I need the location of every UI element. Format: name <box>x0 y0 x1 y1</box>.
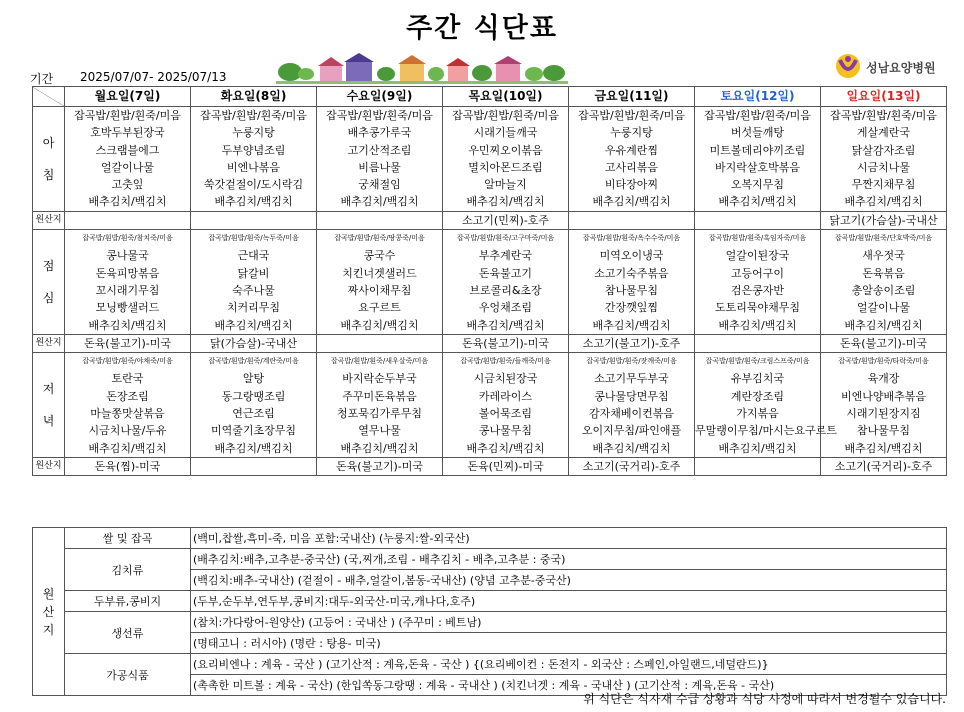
origin-side-label: 원 산 지 <box>33 528 65 696</box>
lunch-item: 치커리무침 <box>226 301 281 315</box>
breakfast-item: 잡곡밥/흰밥/흰죽/미음 <box>830 109 937 122</box>
lunch-origin-day-6: 돈육(불고기)-미국 <box>821 334 947 352</box>
dinner-origin-day-2: 돈육(불고기)-미국 <box>317 457 443 475</box>
dinner-cell-day-0 <box>65 353 191 458</box>
dinner-item: 시래기된장지짐 <box>846 407 921 421</box>
period-range: 2025/07/07- 2025/07/13 <box>80 70 227 84</box>
breakfast-item: 우유계란찜 <box>604 143 659 157</box>
logo-mark-icon <box>834 52 862 80</box>
day-header-thu: 목요일(10일) <box>443 87 569 107</box>
breakfast-origin-day-2 <box>317 211 443 229</box>
breakfast-item: 배추김치/백김치 <box>466 195 545 209</box>
breakfast-cell-day-2 <box>317 107 443 212</box>
breakfast-item: 비엔나볶음 <box>226 160 281 174</box>
dinner-item: 토란국 <box>111 372 144 386</box>
origin-info-row <box>33 612 947 633</box>
lunch-item: 검은콩자반 <box>730 283 785 297</box>
origin-category: 가공식품 <box>65 654 191 696</box>
dinner-item: 카레라이스 <box>478 389 533 403</box>
dinner-item: 볼어묵조림 <box>478 407 533 421</box>
dinner-origin-day-0: 돈육(찜)-미국 <box>65 457 191 475</box>
breakfast-item: 무짠지채무침 <box>851 178 916 192</box>
weekly-menu-table <box>32 86 947 476</box>
lunch-item: 콩국수 <box>363 249 396 263</box>
dinner-item: 알탕 <box>242 372 265 386</box>
dinner-cell-day-5 <box>695 353 837 458</box>
dinner-origin-day-6: 소고기(국거리)-호주 <box>821 457 947 475</box>
breakfast-cell-day-6 <box>821 107 947 212</box>
breakfast-item: 비름나물 <box>358 160 401 174</box>
breakfast-item: 우민찌오이볶음 <box>468 143 543 157</box>
dinner-cell-day-4 <box>569 353 695 458</box>
origin-category: 생선류 <box>65 612 191 654</box>
lunch-item: 닭갈비 <box>237 266 270 280</box>
origin-info-row <box>33 528 947 549</box>
lunch-item: 배추김치/백김치 <box>340 318 419 332</box>
dinner-item: 소고기무두부국 <box>594 372 669 386</box>
dinner-origin-row <box>33 457 947 475</box>
breakfast-origin-day-3: 소고기(민찌)-호주 <box>443 211 569 229</box>
origin-detail: (명태고니 : 러시아) (명란 : 탕용- 미국) <box>191 633 947 654</box>
breakfast-item: 잡곡밥/흰밥/흰죽/미음 <box>704 109 811 122</box>
dinner-cell-day-6 <box>821 353 947 458</box>
dinner-item: 마늘쫑맛살볶음 <box>90 407 165 421</box>
lunch-item: 숙주나물 <box>232 283 275 297</box>
day-header-sun: 일요일(13일) <box>821 87 947 107</box>
dinner-item: 참나물무침 <box>856 424 911 438</box>
lunch-item: 브로콜리&초장 <box>469 283 542 297</box>
origin-detail: (백미,찹쌀,흑미-죽, 미음 포함:국내산) (누룽지:쌀-외국산) <box>191 528 947 549</box>
breakfast-item: 두부양념조림 <box>221 143 286 157</box>
lunch-item: 돈육피망볶음 <box>95 266 160 280</box>
lunch-item: 잡곡밥/흰밥/흰죽/흑임자죽/미음 <box>708 234 807 243</box>
breakfast-cell-day-3 <box>443 107 569 212</box>
lunch-item: 우엉채조림 <box>478 301 533 315</box>
breakfast-item: 배추김치/백김치 <box>88 195 167 209</box>
dinner-item: 잡곡밥/흰밥/흰죽/야채죽/미음 <box>82 357 173 366</box>
day-header-sat: 토요일(12일) <box>695 87 821 107</box>
breakfast-origin-row <box>33 211 947 229</box>
dinner-item: 잡곡밥/흰밥/흰죽/계란죽/미음 <box>208 357 299 366</box>
lunch-item: 고등어구이 <box>730 266 785 280</box>
dinner-item: 배추김치/백김치 <box>214 441 293 455</box>
dinner-row <box>33 353 947 458</box>
day-header-fri: 금요일(11일) <box>569 87 695 107</box>
breakfast-item: 시래기들깨국 <box>473 126 538 140</box>
breakfast-item: 배추김치/백김치 <box>340 195 419 209</box>
breakfast-item: 배추콩가루국 <box>347 126 412 140</box>
dinner-item: 시금치된장국 <box>473 372 538 386</box>
lunch-origin-day-4: 소고기(불고기)-호주 <box>569 334 695 352</box>
origin-label-breakfast: 원산지 <box>33 211 65 229</box>
breakfast-item: 누룽지탕 <box>610 126 653 140</box>
lunch-item: 배추김치/백김치 <box>466 318 545 332</box>
day-header-wed: 수요일(9일) <box>317 87 443 107</box>
lunch-item: 배추김치/백김치 <box>718 318 797 332</box>
dinner-item: 연근조림 <box>232 407 275 421</box>
lunch-item: 근대국 <box>237 249 270 263</box>
corner-cell <box>33 87 65 107</box>
lunch-item: 꼬시래기무침 <box>95 283 160 297</box>
origin-detail: (촉촉한 미트볼 : 계육 - 국산) (한입쏙동그랑땡 : 계육 - 국내산 ) (치킨너겟 : 계육 - 국내산 ) (고기산적 : 계육,돈육 - 국산) <box>191 675 947 696</box>
lunch-item: 얼갈이나물 <box>856 301 911 315</box>
day-header-tue: 화요일(8일) <box>191 87 317 107</box>
dinner-item: 무말랭이무침/마시는요구르트 <box>695 424 837 438</box>
breakfast-row <box>33 107 947 212</box>
origin-category: 김치류 <box>65 549 191 591</box>
lunch-item: 모닝빵샐러드 <box>95 301 160 315</box>
breakfast-origin-day-6: 닭고기(가슴살)-국내산 <box>821 211 947 229</box>
lunch-item: 잡곡밥/흰밥/흰죽/단호박죽/미음 <box>834 234 933 243</box>
breakfast-item: 잡곡밥/흰밥/흰죽/미음 <box>326 109 433 122</box>
breakfast-item: 스크램블에그 <box>95 143 160 157</box>
dinner-origin-day-3: 돈육(민찌)-미국 <box>443 457 569 475</box>
lunch-item: 잡곡밥/흰밥/흰죽/옥수수죽/미음 <box>582 234 681 243</box>
breakfast-origin-day-0 <box>65 211 191 229</box>
breakfast-item: 게살계란국 <box>856 126 911 140</box>
dinner-item: 주꾸미돈육볶음 <box>342 389 417 403</box>
meal-label-breakfast: 아 침 <box>33 107 65 212</box>
lunch-item: 잡곡밥/흰밥/흰죽/땅콩죽/미음 <box>334 234 425 243</box>
footer-notice: 위 식단은 식자재 수급 상황과 식당 사정에 따라서 변경될수 있습니다. <box>583 692 946 706</box>
dinner-item: 콩나물당면무침 <box>594 389 669 403</box>
dinner-item: 육개장 <box>867 372 900 386</box>
dinner-item: 열무나물 <box>358 424 401 438</box>
lunch-cell-day-3 <box>443 230 569 335</box>
origin-detail: (백김치:배추-국내산) (겉절이 - 배추,얼갈이,봄동-국내산) (양념 고추분-중국산) <box>191 570 947 591</box>
lunch-item: 짜사이채무침 <box>347 283 412 297</box>
breakfast-cell-day-5 <box>695 107 821 212</box>
origin-category: 쌀 및 잡곡 <box>65 528 191 549</box>
lunch-item: 도토리묵야채무침 <box>714 301 800 315</box>
dinner-item: 감자채베이컨볶음 <box>588 407 674 421</box>
dinner-item: 배추김치/백김치 <box>340 441 419 455</box>
lunch-item: 배추김치/백김치 <box>214 318 293 332</box>
lunch-item: 요구르트 <box>358 301 401 315</box>
dinner-item: 배추김치/백김치 <box>466 441 545 455</box>
village-illustration <box>276 52 568 84</box>
breakfast-item: 잡곡밥/흰밥/흰죽/미음 <box>452 109 559 122</box>
lunch-origin-day-3: 돈육(불고기)-미국 <box>443 334 569 352</box>
hospital-logo <box>834 52 954 82</box>
dinner-cell-day-2 <box>317 353 443 458</box>
origin-info-row <box>33 654 947 675</box>
lunch-item: 얼갈이된장국 <box>725 249 790 263</box>
lunch-item: 잡곡밥/흰밥/흰죽/녹두죽/미음 <box>208 234 299 243</box>
breakfast-origin-day-5 <box>695 211 821 229</box>
dinner-item: 청포묵김가루무침 <box>336 407 422 421</box>
dinner-item: 유부김치국 <box>730 372 785 386</box>
lunch-item: 배추김치/백김치 <box>844 318 923 332</box>
day-header-row <box>33 87 947 107</box>
dinner-cell-day-3 <box>443 353 569 458</box>
breakfast-item: 쑥갓겉절이/도시락김 <box>203 178 304 192</box>
dinner-item: 가지볶음 <box>736 407 779 421</box>
breakfast-origin-day-4 <box>569 211 695 229</box>
breakfast-item: 시금치나물 <box>856 160 911 174</box>
lunch-cell-day-4 <box>569 230 695 335</box>
breakfast-item: 멸치아몬드조림 <box>468 160 543 174</box>
lunch-item: 돈육불고기 <box>478 266 533 280</box>
lunch-item: 배추김치/백김치 <box>592 318 671 332</box>
origin-info-row <box>33 591 947 612</box>
dinner-item: 오이지무침/파인애플 <box>581 424 682 438</box>
breakfast-item: 궁채절임 <box>358 178 401 192</box>
breakfast-item: 고사리볶음 <box>604 160 659 174</box>
lunch-item: 잡곡밥/흰밥/흰죽/참치죽/미음 <box>82 234 173 243</box>
lunch-origin-day-1: 닭(가슴살)-국내산 <box>191 334 317 352</box>
breakfast-item: 얼갈이나물 <box>100 160 155 174</box>
breakfast-item: 버섯들깨탕 <box>730 126 785 140</box>
dinner-item: 잡곡밥/흰밥/흰죽/새우살죽/미음 <box>330 357 429 366</box>
page-title: 주간 식단표 <box>406 13 558 44</box>
origin-info-table <box>32 527 947 696</box>
lunch-row <box>33 230 947 335</box>
lunch-cell-day-0 <box>65 230 191 335</box>
breakfast-item: 배추김치/백김치 <box>214 195 293 209</box>
dinner-item: 미역줄기초장무침 <box>210 424 296 438</box>
lunch-origin-row <box>33 334 947 352</box>
dinner-item: 동그랑땡조림 <box>221 389 286 403</box>
lunch-cell-day-6 <box>821 230 947 335</box>
breakfast-item: 오복지무침 <box>730 178 785 192</box>
lunch-item: 간장깻잎찜 <box>604 301 659 315</box>
origin-category: 두부류,콩비지 <box>65 591 191 612</box>
lunch-item: 돈육볶음 <box>862 266 905 280</box>
dinner-item: 잡곡밥/흰밥/흰죽/크림스프죽/미음 <box>705 357 810 366</box>
lunch-item: 배추김치/백김치 <box>88 318 167 332</box>
dinner-cell-day-1 <box>191 353 317 458</box>
breakfast-item: 잡곡밥/흰밥/흰죽/미음 <box>74 109 181 122</box>
dinner-item: 잡곡밥/흰밥/흰죽/잣깨죽/미음 <box>586 357 677 366</box>
lunch-cell-day-1 <box>191 230 317 335</box>
breakfast-item: 누룽지탕 <box>232 126 275 140</box>
lunch-item: 치킨너겟샐러드 <box>342 266 417 280</box>
lunch-item: 미역오이냉국 <box>599 249 664 263</box>
dinner-origin-day-4: 소고기(국거리)-호주 <box>569 457 695 475</box>
breakfast-item: 잡곡밥/흰밥/흰죽/미음 <box>578 109 685 122</box>
breakfast-item: 잡곡밥/흰밥/흰죽/미음 <box>200 109 307 122</box>
breakfast-item: 호박두부된장국 <box>90 126 165 140</box>
dinner-item: 비엔나양배추볶음 <box>840 389 926 403</box>
lunch-item: 참나물무침 <box>604 283 659 297</box>
dinner-item: 콩나물무침 <box>478 424 533 438</box>
origin-info-row <box>33 549 947 570</box>
breakfast-item: 바지락살호박볶음 <box>714 160 800 174</box>
lunch-origin-day-0: 돈육(불고기)-미국 <box>65 334 191 352</box>
dinner-item: 배추김치/백김치 <box>88 441 167 455</box>
meal-label-lunch: 점 심 <box>33 230 65 335</box>
dinner-item: 배추김치/백김치 <box>844 441 923 455</box>
dinner-item: 배추김치/백김치 <box>592 441 671 455</box>
origin-label-dinner: 원산지 <box>33 457 65 475</box>
lunch-item: 소고기숙주볶음 <box>594 266 669 280</box>
meal-label-dinner: 저 녁 <box>33 353 65 458</box>
dinner-item: 돈장조림 <box>106 389 149 403</box>
breakfast-item: 미트볼데리야끼조림 <box>709 143 806 157</box>
breakfast-cell-day-1 <box>191 107 317 212</box>
origin-label-lunch: 원산지 <box>33 334 65 352</box>
lunch-item: 잡곡밥/흰밥/흰죽/고구마죽/미음 <box>456 234 555 243</box>
lunch-cell-day-2 <box>317 230 443 335</box>
origin-detail: (배추김치:배추,고추분-중국산) (국,찌개,조림 - 배추김치 - 배추,고추분 : 중국) <box>191 549 947 570</box>
lunch-cell-day-5 <box>695 230 821 335</box>
dinner-origin-day-5 <box>695 457 821 475</box>
breakfast-item: 닭살감자조림 <box>851 143 916 157</box>
logo-text: 성남요양병원 <box>866 61 936 75</box>
breakfast-cell-day-4 <box>569 107 695 212</box>
dinner-item: 배추김치/백김치 <box>718 441 797 455</box>
breakfast-item: 알마늘지 <box>484 178 527 192</box>
breakfast-item: 비타장아찌 <box>604 178 659 192</box>
breakfast-cell-day-0 <box>65 107 191 212</box>
dinner-item: 잡곡밥/흰밥/흰죽/타락죽/미음 <box>838 357 929 366</box>
dinner-item: 계란장조림 <box>730 389 785 403</box>
breakfast-item: 배추김치/백김치 <box>592 195 671 209</box>
lunch-item: 총알송이조림 <box>851 283 916 297</box>
origin-detail: (두부,순두부,연두부,콩비지:대두-외국산-미국,캐나다,호주) <box>191 591 947 612</box>
dinner-item: 바지락순두부국 <box>342 372 417 386</box>
lunch-origin-day-2 <box>317 334 443 352</box>
period-label: 기간 <box>30 72 54 86</box>
lunch-origin-day-5 <box>695 334 821 352</box>
dinner-item: 잡곡밥/흰밥/흰죽/들깨죽/미음 <box>460 357 551 366</box>
origin-detail: (요리비엔나 : 계육 - 국산 ) (고기산적 : 계육,돈육 - 국산 ) {(요리베이컨 : 돈전지 - 외국산 : 스페인,아일랜드,네덜란드)} <box>191 654 947 675</box>
lunch-item: 부추계란국 <box>478 249 533 263</box>
breakfast-item: 고기산적조림 <box>347 143 412 157</box>
breakfast-item: 배추김치/백김치 <box>718 195 797 209</box>
breakfast-item: 고춧잎 <box>111 178 144 192</box>
lunch-item: 콩나물국 <box>106 249 149 263</box>
day-header-mon: 월요일(7일) <box>65 87 191 107</box>
lunch-item: 새우젓국 <box>862 249 905 263</box>
breakfast-item: 배추김치/백김치 <box>844 195 923 209</box>
dinner-item: 시금치나물/두유 <box>88 424 167 438</box>
breakfast-origin-day-1 <box>191 211 317 229</box>
dinner-origin-day-1 <box>191 457 317 475</box>
origin-detail: (참치:가다랑어-원양산) (고등어 : 국내산 ) (주꾸미 : 베트남) <box>191 612 947 633</box>
